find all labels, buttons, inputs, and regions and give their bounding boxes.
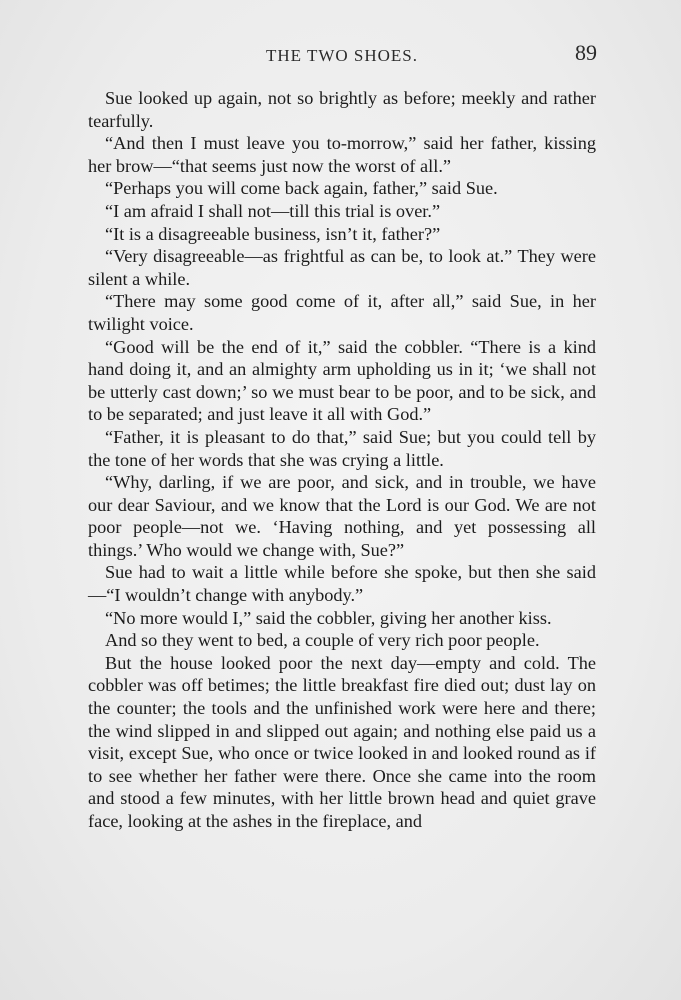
paragraph: “Very disagreeable—as frightful as can be, to look at.” They were silent a while.: [88, 246, 596, 289]
paragraph: “And then I must leave you to-morrow,” said her father, kissing her brow—“that seems just now the worst of all.”: [88, 133, 596, 176]
paragraph: “Why, darling, if we are poor, and sick, and in trouble, we have our dear Saviour, and we know that the Lord is our God. We are not poor people—not we. ‘Having nothing, and yet possessing all things.’ Who would we change with, Sue?”: [88, 472, 596, 560]
paragraph: “It is a disagreeable business, isn’t it, father?”: [105, 223, 441, 244]
paragraph: Sue had to wait a little while before she spoke, but then she said—“I wouldn’t change with anybody.”: [88, 562, 596, 606]
paragraph: “I am afraid I shall not—till this trial is over.”: [105, 200, 441, 221]
running-title: THE TWO SHOES.: [265, 46, 419, 65]
paragraph: And so they went to bed, a couple of very rich poor people.: [105, 630, 540, 651]
paragraph: But the house looked poor the next day—empty and cold. The cobbler was off betimes; the little breakfast fire died out; dust lay on the counter; the tools and the unfinished work were here and there; the wind slipped in and slipped out again; and nothing else paid us a visit, except Sue, who once or twice looked in and looked round as if to see whether her father were there. Once she came into the room and stood a few minutes, with her little brown head and quiet grave face, looking at the ashes in the fireplace, and: [88, 652, 596, 831]
paragraph: “Father, it is pleasant to do that,” said Sue; but you could tell by the tone of her words that she was crying a little.: [88, 426, 596, 470]
body-text: [88, 87, 596, 833]
paragraph: “There may some good come of it, after all,” said Sue, in her twilight voice.: [88, 291, 596, 334]
paragraph: Sue looked up again, not so brightly as before; meekly and rather tearfully.: [88, 88, 596, 131]
paragraph: “No more would I,” said the cobbler, giving her another kiss.: [105, 607, 552, 628]
page-number: 89: [575, 40, 597, 65]
paragraph: “Good will be the end of it,” said the cobbler. “There is a kind hand doing it, and an almighty arm upholding us in it; ‘we shall not be utterly cast down;’ so we must bear to be poor, and to be sick, and to be separated; and just leave it all with God.”: [88, 336, 596, 425]
running-header: [87, 40, 597, 74]
paragraph: “Perhaps you will come back again, father,” said Sue.: [105, 178, 498, 199]
